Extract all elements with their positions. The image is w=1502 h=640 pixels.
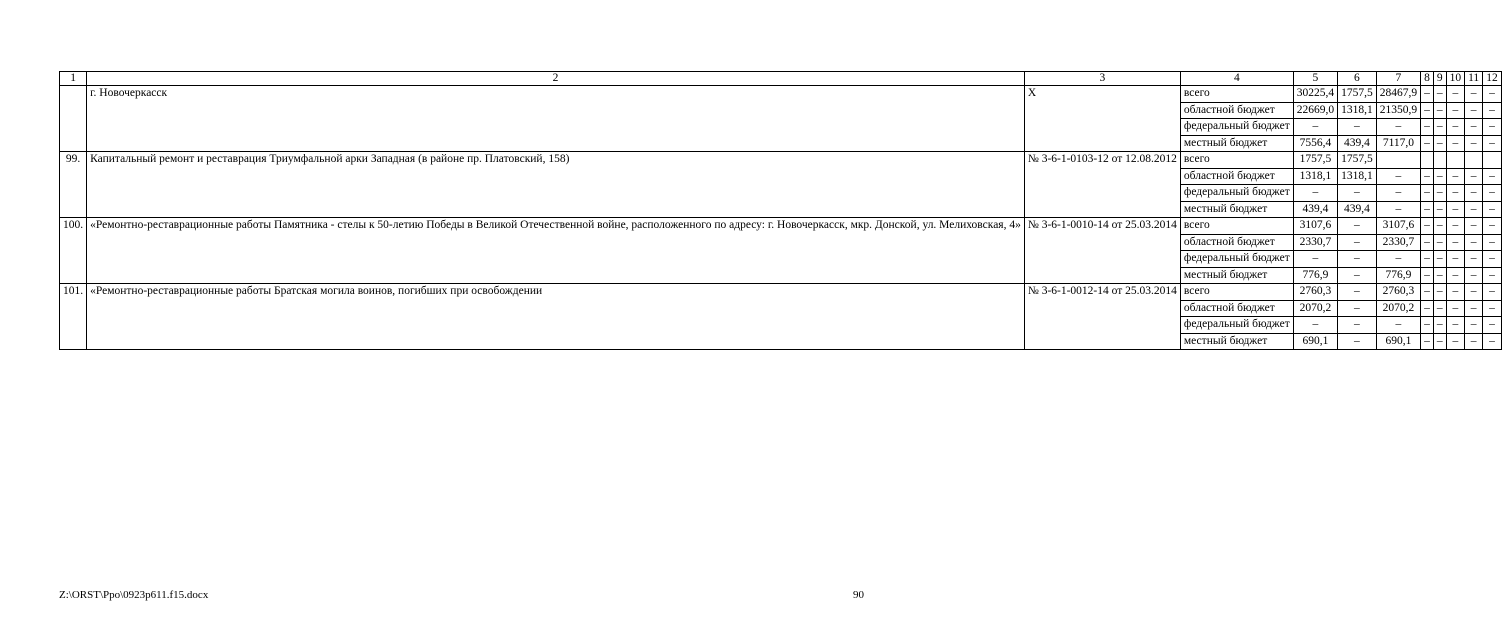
value-cell: – <box>1483 119 1502 136</box>
value-cell: – <box>1465 185 1483 202</box>
value-cell: – <box>1421 218 1434 235</box>
object-name: «Ремонтно-реставрационные работы Памятника - стелы к 50-летию Победы в Великой Отечественной войне, расположенного по адресу: г. Новочеркасск, мкр. Донской, ул. Мелиховская, 4» <box>87 218 1025 284</box>
value-cell: – <box>1446 251 1465 268</box>
value-cell: 3107,6 <box>1376 218 1420 235</box>
value-cell: 690,1 <box>1293 333 1337 350</box>
budget-source: областной бюджет <box>1180 168 1293 185</box>
value-cell: – <box>1465 284 1483 301</box>
value-cell: – <box>1376 201 1420 218</box>
value-cell: – <box>1433 284 1446 301</box>
value-cell: – <box>1376 168 1420 185</box>
value-cell: – <box>1483 86 1502 103</box>
column-header: 8 <box>1421 72 1434 86</box>
value-cell: – <box>1433 185 1446 202</box>
value-cell: – <box>1465 300 1483 317</box>
budget-table <box>59 71 1502 350</box>
budget-source: всего <box>1180 152 1293 169</box>
value-cell: – <box>1446 267 1465 284</box>
value-cell: 1318,1 <box>1338 102 1377 119</box>
value-cell: – <box>1433 168 1446 185</box>
object-name: Капитальный ремонт и реставрация Триумфальной арки Западная (в районе пр. Платовский, 158) <box>87 152 1025 218</box>
column-header: 7 <box>1376 72 1420 86</box>
value-cell: – <box>1338 119 1377 136</box>
value-cell <box>1446 152 1465 169</box>
table-row <box>60 284 1502 301</box>
value-cell: – <box>1465 234 1483 251</box>
value-cell: – <box>1483 284 1502 301</box>
value-cell: – <box>1483 234 1502 251</box>
value-cell: – <box>1421 86 1434 103</box>
value-cell: – <box>1465 201 1483 218</box>
value-cell: – <box>1421 168 1434 185</box>
value-cell: – <box>1421 251 1434 268</box>
value-cell: – <box>1465 135 1483 152</box>
value-cell: – <box>1465 102 1483 119</box>
value-cell: – <box>1483 102 1502 119</box>
value-cell: – <box>1483 218 1502 235</box>
column-header: 4 <box>1180 72 1293 86</box>
value-cell: – <box>1421 267 1434 284</box>
document-ref: № 3-6-1-0012-14 от 25.03.2014 <box>1024 284 1180 350</box>
value-cell: – <box>1446 284 1465 301</box>
value-cell: – <box>1483 168 1502 185</box>
budget-source: всего <box>1180 284 1293 301</box>
value-cell: – <box>1338 251 1377 268</box>
value-cell: – <box>1433 267 1446 284</box>
object-name: г. Новочеркасск <box>87 86 1025 152</box>
value-cell: 1318,1 <box>1338 168 1377 185</box>
column-header: 9 <box>1433 72 1446 86</box>
document-ref: X <box>1024 86 1180 152</box>
value-cell: 2070,2 <box>1293 300 1337 317</box>
value-cell: – <box>1421 185 1434 202</box>
value-cell: – <box>1338 218 1377 235</box>
value-cell: – <box>1446 201 1465 218</box>
value-cell: 1757,5 <box>1338 86 1377 103</box>
value-cell: – <box>1483 267 1502 284</box>
value-cell: – <box>1293 317 1337 334</box>
value-cell: – <box>1433 234 1446 251</box>
value-cell: – <box>1446 333 1465 350</box>
value-cell: – <box>1338 300 1377 317</box>
value-cell: – <box>1483 333 1502 350</box>
budget-source: областной бюджет <box>1180 234 1293 251</box>
value-cell <box>1483 152 1502 169</box>
value-cell: 28467,9 <box>1376 86 1420 103</box>
column-header: 12 <box>1483 72 1502 86</box>
value-cell: 439,4 <box>1338 135 1377 152</box>
value-cell: – <box>1421 300 1434 317</box>
value-cell: 1757,5 <box>1338 152 1377 169</box>
value-cell: – <box>1338 234 1377 251</box>
column-header: 2 <box>87 72 1025 86</box>
value-cell: 690,1 <box>1376 333 1420 350</box>
value-cell: – <box>1446 300 1465 317</box>
budget-source: федеральный бюджет <box>1180 185 1293 202</box>
column-header: 1 <box>60 72 87 86</box>
budget-source: местный бюджет <box>1180 135 1293 152</box>
value-cell: – <box>1483 251 1502 268</box>
value-cell: – <box>1338 185 1377 202</box>
table-body <box>60 72 1502 350</box>
value-cell: – <box>1421 119 1434 136</box>
value-cell: – <box>1421 317 1434 334</box>
value-cell: – <box>1433 300 1446 317</box>
budget-source: всего <box>1180 86 1293 103</box>
value-cell: – <box>1465 317 1483 334</box>
value-cell: – <box>1465 168 1483 185</box>
value-cell <box>1465 152 1483 169</box>
budget-source: всего <box>1180 218 1293 235</box>
value-cell: – <box>1433 135 1446 152</box>
value-cell: 3107,6 <box>1293 218 1337 235</box>
object-name: «Ремонтно-реставрационные работы Братская могила воинов, погибших при освобождении <box>87 284 1025 350</box>
value-cell: 2760,3 <box>1293 284 1337 301</box>
value-cell: – <box>1446 102 1465 119</box>
value-cell: 22669,0 <box>1293 102 1337 119</box>
budget-source: местный бюджет <box>1180 333 1293 350</box>
value-cell: 776,9 <box>1376 267 1420 284</box>
value-cell: 2760,3 <box>1376 284 1420 301</box>
value-cell: – <box>1483 135 1502 152</box>
value-cell: – <box>1465 119 1483 136</box>
value-cell: 21350,9 <box>1376 102 1420 119</box>
value-cell: – <box>1338 333 1377 350</box>
value-cell: – <box>1483 201 1502 218</box>
value-cell: – <box>1293 185 1337 202</box>
value-cell: – <box>1293 119 1337 136</box>
value-cell: – <box>1421 333 1434 350</box>
value-cell: – <box>1376 317 1420 334</box>
value-cell: – <box>1446 168 1465 185</box>
value-cell: – <box>1433 102 1446 119</box>
value-cell: – <box>1376 251 1420 268</box>
budget-source: областной бюджет <box>1180 102 1293 119</box>
column-header: 6 <box>1338 72 1377 86</box>
value-cell: – <box>1433 201 1446 218</box>
header-row <box>60 72 1502 86</box>
value-cell: – <box>1483 300 1502 317</box>
value-cell: 30225,4 <box>1293 86 1337 103</box>
budget-source: федеральный бюджет <box>1180 251 1293 268</box>
value-cell: – <box>1433 333 1446 350</box>
value-cell: – <box>1446 185 1465 202</box>
document-ref: № 3-6-1-0103-12 от 12.08.2012 <box>1024 152 1180 218</box>
page-number: 90 <box>853 589 864 601</box>
row-number: 100. <box>60 218 87 284</box>
row-number: 101. <box>60 284 87 350</box>
value-cell: – <box>1446 119 1465 136</box>
value-cell: – <box>1293 251 1337 268</box>
value-cell: – <box>1433 251 1446 268</box>
value-cell <box>1421 152 1434 169</box>
value-cell: – <box>1446 86 1465 103</box>
value-cell: – <box>1421 201 1434 218</box>
budget-source: местный бюджет <box>1180 267 1293 284</box>
value-cell: 1318,1 <box>1293 168 1337 185</box>
value-cell: – <box>1446 234 1465 251</box>
document-path: Z:\ORST\Ppo\0923p611.f15.docx <box>59 589 209 601</box>
value-cell: 776,9 <box>1293 267 1337 284</box>
budget-source: местный бюджет <box>1180 201 1293 218</box>
value-cell: – <box>1421 102 1434 119</box>
column-header: 5 <box>1293 72 1337 86</box>
budget-source: федеральный бюджет <box>1180 317 1293 334</box>
column-header: 3 <box>1024 72 1180 86</box>
value-cell: – <box>1338 267 1377 284</box>
table-row <box>60 86 1502 103</box>
value-cell: 7117,0 <box>1376 135 1420 152</box>
value-cell: 439,4 <box>1338 201 1377 218</box>
budget-source: областной бюджет <box>1180 300 1293 317</box>
value-cell: – <box>1433 317 1446 334</box>
value-cell: – <box>1421 234 1434 251</box>
value-cell: – <box>1483 317 1502 334</box>
document-ref: № 3-6-1-0010-14 от 25.03.2014 <box>1024 218 1180 284</box>
value-cell: – <box>1446 218 1465 235</box>
value-cell: – <box>1483 185 1502 202</box>
value-cell: – <box>1433 86 1446 103</box>
value-cell: – <box>1465 218 1483 235</box>
value-cell: – <box>1446 135 1465 152</box>
value-cell <box>1376 152 1420 169</box>
table-row <box>60 218 1502 235</box>
value-cell: 2070,2 <box>1376 300 1420 317</box>
value-cell: – <box>1338 317 1377 334</box>
value-cell: 439,4 <box>1293 201 1337 218</box>
value-cell: 2330,7 <box>1293 234 1337 251</box>
column-header: 11 <box>1465 72 1483 86</box>
value-cell: – <box>1433 119 1446 136</box>
value-cell: – <box>1465 251 1483 268</box>
row-number <box>60 86 87 152</box>
value-cell: – <box>1433 218 1446 235</box>
value-cell <box>1433 152 1446 169</box>
value-cell: – <box>1465 86 1483 103</box>
row-number: 99. <box>60 152 87 218</box>
value-cell: – <box>1376 185 1420 202</box>
value-cell: 7556,4 <box>1293 135 1337 152</box>
budget-source: федеральный бюджет <box>1180 119 1293 136</box>
value-cell: – <box>1446 317 1465 334</box>
value-cell: 2330,7 <box>1376 234 1420 251</box>
value-cell: – <box>1421 135 1434 152</box>
column-header: 10 <box>1446 72 1465 86</box>
value-cell: – <box>1421 284 1434 301</box>
table-row <box>60 152 1502 169</box>
value-cell: – <box>1465 333 1483 350</box>
value-cell: 1757,5 <box>1293 152 1337 169</box>
value-cell: – <box>1338 284 1377 301</box>
value-cell: – <box>1465 267 1483 284</box>
value-cell: – <box>1376 119 1420 136</box>
